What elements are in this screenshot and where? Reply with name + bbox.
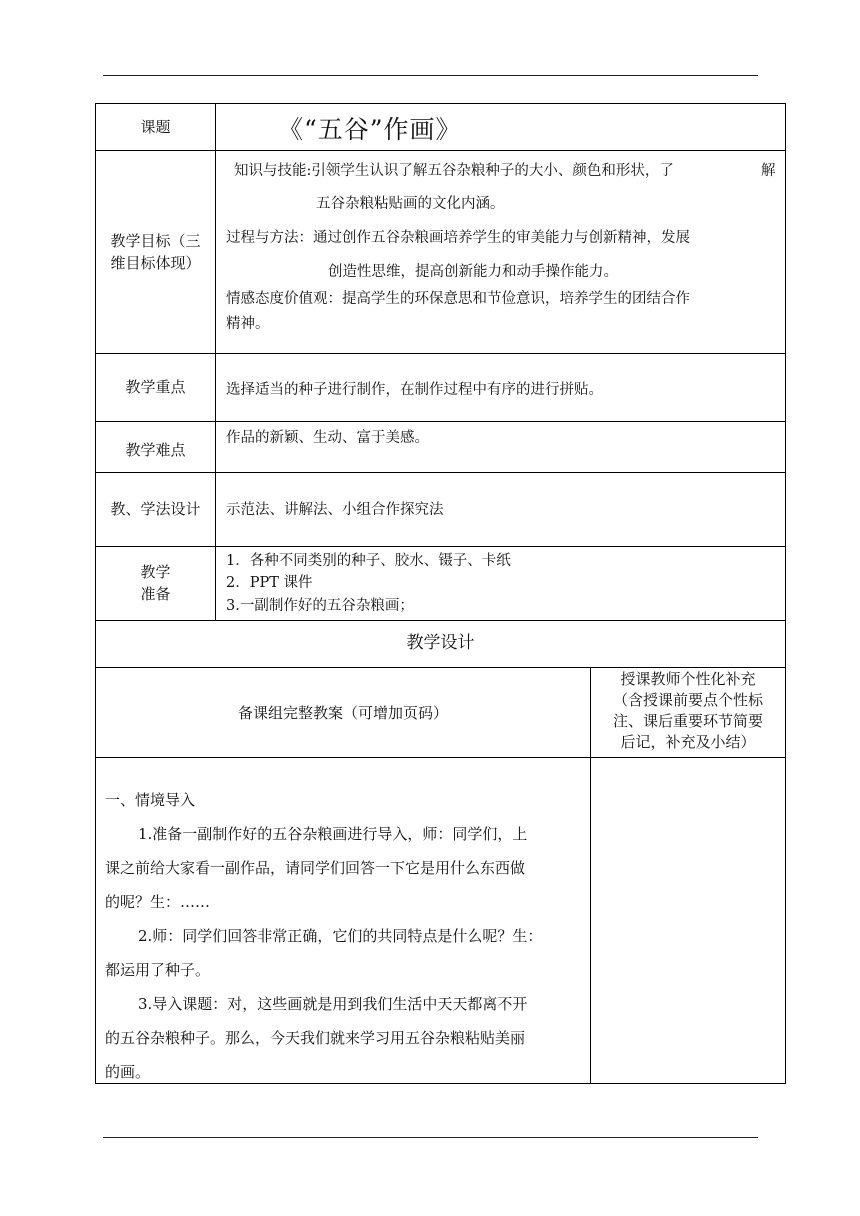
objective-process-line: 创造性思维，提高创新能力和动手操作能力。 — [328, 264, 618, 280]
body-paragraph-line: 的呢？生：…… — [105, 893, 211, 911]
objective-knowledge-line-end: 解 — [761, 163, 776, 179]
lesson-plan-table — [95, 103, 786, 1084]
objectives-label-line: 维目标体现） — [110, 253, 201, 272]
difficulty-text: 作品的新颖、生动、富于美感。 — [226, 430, 429, 446]
prep-label-line: 准备 — [140, 585, 171, 603]
body-paragraph-line: 的画。 — [105, 1063, 151, 1081]
body-paragraph-line: 课之前给大家看一副作品，请同学们回答一下它是用什么东西做 — [105, 859, 526, 877]
right-column-header — [591, 667, 785, 757]
design-section-title: 教学设计 — [406, 633, 475, 653]
objective-knowledge-line: 知识与技能:引领学生认识了解五谷杂粮种子的大小、颜色和形状，了 — [234, 163, 674, 179]
method-text: 示范法、讲解法、小组合作探究法 — [226, 502, 444, 518]
col-divider — [215, 104, 216, 620]
row-divider — [96, 757, 785, 758]
key-point-text: 选择适当的种子进行制作，在制作过程中有序的进行拼贴。 — [226, 382, 603, 398]
topic-label: 课题 — [140, 118, 171, 136]
objective-knowledge-line: 五谷杂粮粘贴画的文化内涵。 — [316, 196, 505, 212]
difficulty-label: 教学难点 — [125, 440, 186, 459]
right-column-header-line: 后记，补充及小结） — [620, 733, 756, 751]
objective-emotion-line: 情感态度价值观：提高学生的环保意思和节俭意识，培养学生的团结合作 — [226, 291, 690, 307]
body-paragraph-line: 2.师：同学们回答非常正确，它们的共同特点是什么呢？生： — [138, 927, 543, 945]
right-column-header-line: （含授课前要点个性标 — [612, 691, 763, 709]
body-paragraph-line: 1.准备一副制作好的五谷杂粮画进行导入，师：同学们，上 — [138, 825, 528, 843]
objective-emotion-line: 精神。 — [226, 316, 270, 332]
body-paragraph-line: 的五谷杂粮种子。那么，今天我们就来学习用五谷杂粮粘贴美丽 — [105, 1029, 526, 1047]
method-label: 教、学法设计 — [110, 500, 201, 518]
body-paragraph-line: 都运用了种子。 — [105, 961, 211, 979]
prep-item: 3.一副制作好的五谷杂粮画； — [226, 598, 414, 614]
prep-label-line: 教学 — [140, 563, 171, 581]
objectives-label-line: 教学目标（三 — [110, 231, 201, 250]
footer-rule — [103, 1137, 758, 1138]
header-rule — [103, 75, 758, 76]
body-paragraph-line: 3.导入课题：对，这些画就是用到我们生活中天天都离不开 — [138, 995, 528, 1013]
right-column-header-line: 注、课后重要环节简要 — [612, 712, 763, 730]
objective-process-line: 过程与方法：通过创作五谷杂粮画培养学生的审美能力与创新精神，发展 — [226, 230, 690, 246]
prep-item: 1．各种不同类别的种子、胶水、镊子、卡纸 — [226, 553, 511, 569]
left-column-header: 备课组完整教案（可增加页码） — [237, 703, 448, 722]
prep-label — [96, 546, 215, 620]
prep-item: 2．PPT 课件 — [226, 575, 313, 591]
section-heading: 一、情境导入 — [105, 791, 196, 809]
lesson-title: 《“五谷”作画》 — [278, 115, 462, 144]
right-column-header-line: 授课教师个性化补充 — [620, 670, 756, 688]
objectives-label — [96, 150, 215, 353]
key-point-label: 教学重点 — [125, 378, 186, 396]
